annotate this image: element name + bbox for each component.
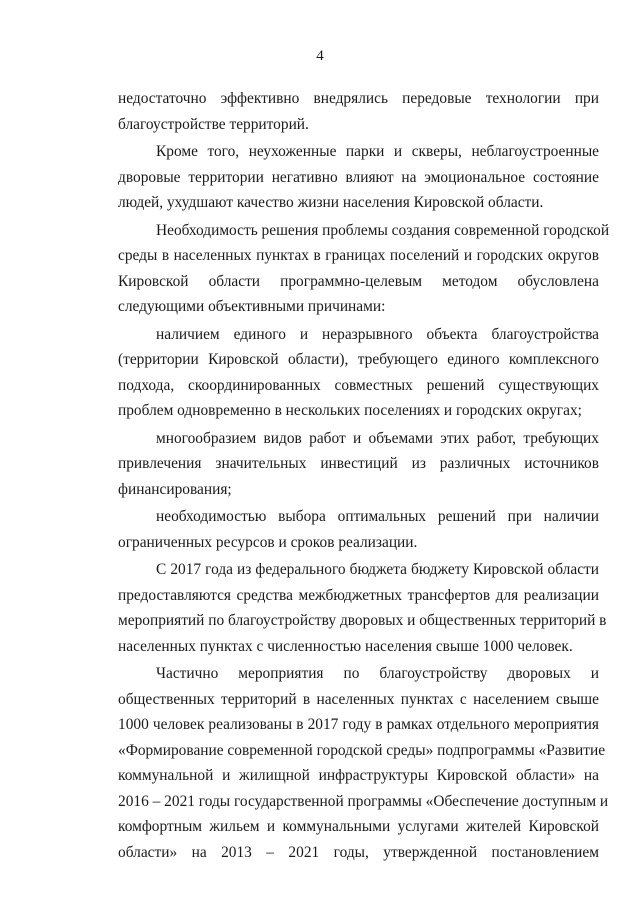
text-line: финансирования;	[118, 480, 232, 498]
paragraph-3	[118, 218, 610, 320]
paragraph-7	[118, 557, 607, 659]
text-line: недостаточно эффективно внедрялись передовые технологии при	[118, 90, 599, 107]
text-line: ограниченных ресурсов и сроков реализации.	[118, 533, 418, 551]
paragraph-4	[118, 322, 599, 424]
text-line: Необходимость решения проблемы создания современной городской	[156, 221, 610, 239]
text-line: коммунальной и жилищной инфраструктуры Кировской области» на	[118, 767, 599, 784]
text-line: благоустройстве территорий.	[118, 115, 309, 133]
text-line: среды в населенных пунктах в границах поселений и городских округов	[118, 247, 599, 264]
text-line: предоставляются средства межбюджетных трансфертов для реализации	[118, 586, 599, 604]
text-line: Кроме того, неухоженные парки и скверы, неблагоустроенные	[156, 143, 599, 160]
text-line: дворовые территории негативно влияют на эмоциональное состояние	[118, 168, 599, 186]
text-line: необходимостью выбора оптимальных решений при наличии	[156, 508, 599, 525]
text-line: подхода, скоординированных совместных решений существующих	[118, 376, 599, 394]
body-text	[118, 86, 610, 865]
paragraph-2	[118, 139, 599, 216]
page-number: 4	[316, 48, 324, 64]
text-line: «Формирование современной городской среды» подпрограммы «Развитие	[118, 741, 606, 759]
text-line: проблем одновременно в нескольких поселениях и городских округах;	[118, 402, 582, 419]
text-line: населенных пунктах с численностью населения свыше 1000 человек.	[118, 637, 573, 655]
text-line: (территории Кировской области), требующего единого комплексного	[118, 351, 599, 368]
text-line: С 2017 года из федерального бюджета бюджету Кировской области	[156, 561, 599, 578]
text-line: многообразием видов работ и объемами этих работ, требующих	[156, 429, 599, 447]
paragraph-1	[118, 86, 599, 137]
text-line: мероприятий по благоустройству дворовых и общественных территорий в	[118, 612, 607, 629]
text-line: наличием единого и неразрывного объекта благоустройства	[156, 325, 599, 343]
text-line: привлечения значительных инвестиций из различных источников	[118, 455, 599, 472]
text-line: Кировской области программно-целевым методом обусловлена	[118, 272, 599, 290]
text-line: общественных территорий в населенных пунктах с населением свыше	[118, 690, 599, 708]
paragraph-6	[118, 504, 599, 555]
text-line: людей, ухудшают качество жизни населения Кировской области.	[118, 194, 544, 211]
text-line: области» на 2013 – 2021 годы, утвержденной постановлением	[118, 843, 599, 861]
text-line: следующими объективными причинами:	[118, 298, 386, 315]
paragraph-5	[118, 426, 599, 503]
text-line: комфортным жильем и коммунальными услугами жителей Кировской	[118, 818, 599, 835]
text-line: Частично мероприятия по благоустройству дворовых и	[156, 665, 599, 682]
paragraph-8	[118, 661, 609, 865]
text-line: 1000 человек реализованы в 2017 году в рамках отдельного мероприятия	[118, 716, 599, 733]
text-line: 2016 – 2021 годы государственной программы «Обеспечение доступным и	[118, 792, 609, 810]
